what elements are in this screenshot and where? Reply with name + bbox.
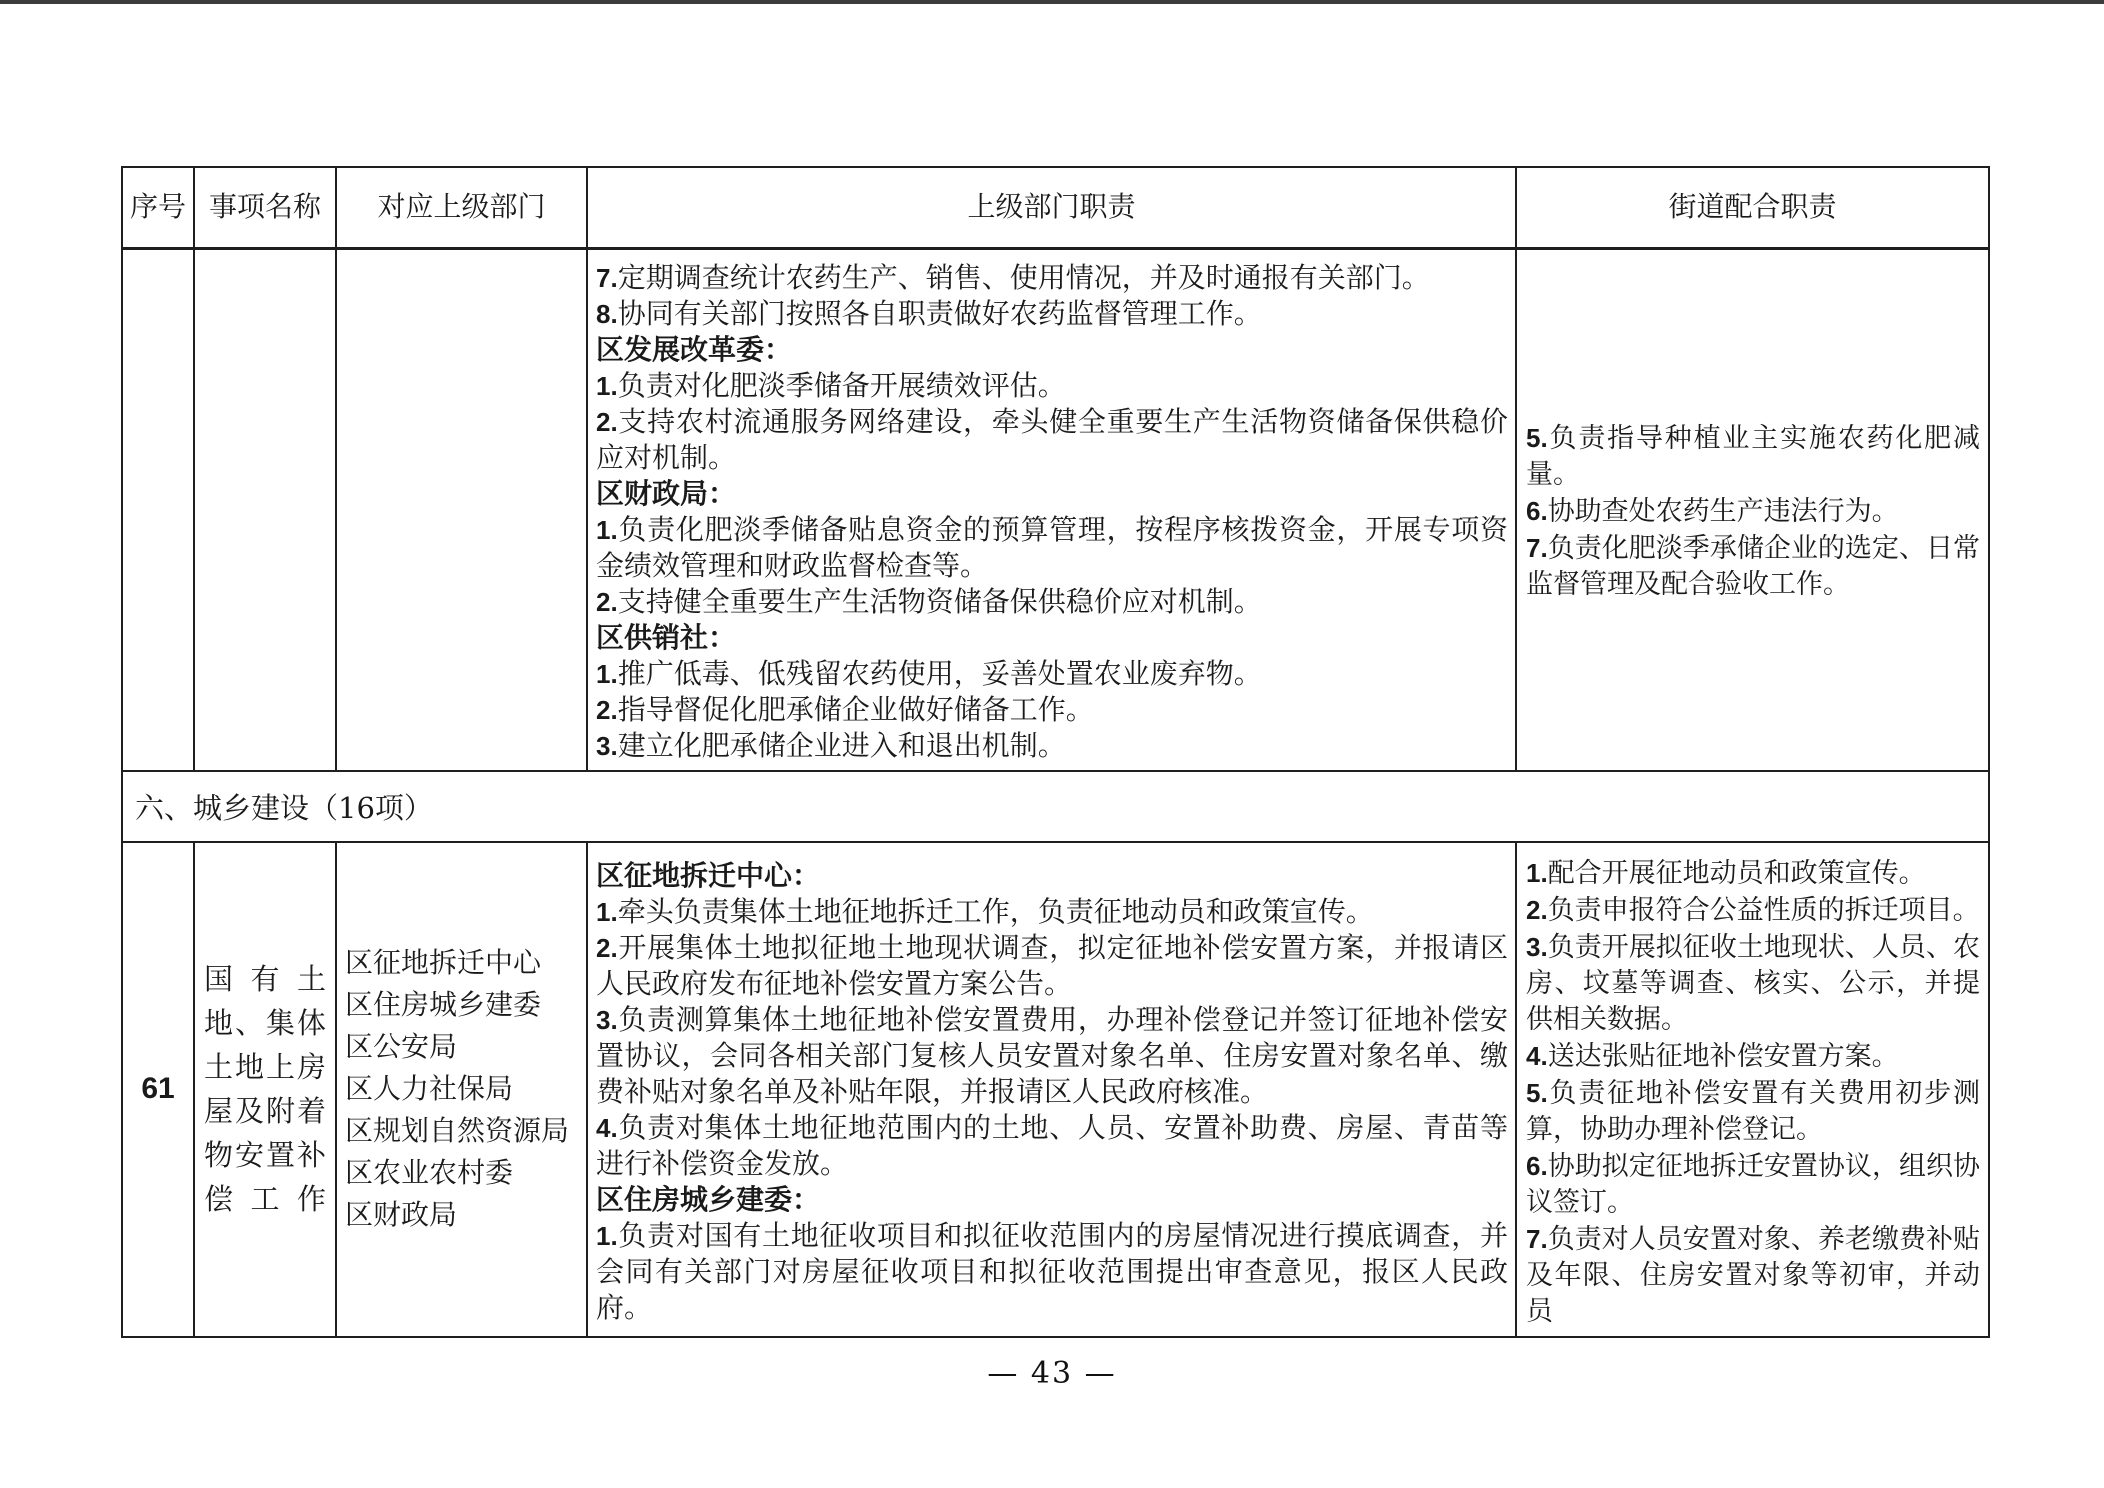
list-item-number: 1. [596,897,618,927]
department-heading-line: 区住房城乡建委： [596,1183,821,1216]
list-item-number: 1. [596,514,618,545]
list-item-number: 4. [1526,1040,1548,1071]
list-item-number: 7. [596,262,618,293]
column-header-item-name: 事项名称 [194,167,336,248]
department-heading-line: 区发展改革委： [596,332,793,366]
list-item-number: 2. [596,586,618,617]
duty-line: 5.负责指导种植业主实施农药化肥减量。 [1526,423,1980,490]
duty-line: 8.协同有关部门按照各自职责做好农药监督管理工作。 [596,296,1262,330]
list-item-number: 2. [596,694,618,725]
duty-line: 区住房城乡建委 [345,988,542,1021]
duty-line: 区规划自然资源局 [345,1114,570,1147]
duty-line: 2.负责申报符合公益性质的拆迁项目。 [1526,894,1980,926]
duty-assignment-table [121,166,1990,1338]
scan-artifact-top [0,0,2104,4]
duty-line: 2.指导督促化肥承储企业做好储备工作。 [596,692,1094,726]
cell-section [122,771,1989,842]
street-duties-list [1517,410,1988,609]
duty-line: 区人力社保局 [345,1072,514,1105]
list-item-number: 1. [1526,857,1548,888]
department-heading-line: 区财政局： [596,476,737,510]
list-item-number: 8. [596,298,618,329]
duty-line: 2.支持农村流通服务网络建设，牵头健全重要生产生活物资储备保供稳价应对机制。 [596,404,1508,474]
list-item-number: 1. [596,370,618,401]
list-item-number: 6. [1526,1150,1548,1181]
list-item-number: 2. [596,933,618,963]
duty-line: 4.负责对集体土地征地范围内的土地、人员、安置补助费、房屋、青苗等进行补偿资金发放。 [596,1111,1508,1180]
duty-line: 1.负责对国有土地征收项目和拟征收范围内的房屋情况进行摸底调查，并会同有关部门对房屋征收项目和拟征收范围提出审查意见，报区人民政府。 [596,1219,1508,1324]
cell-seq: 61 [122,842,194,1337]
table-row-continuation [122,248,1989,771]
list-item-number: 5. [1526,1077,1548,1108]
duty-line: 1.配合开展征地动员和政策宣传。 [1526,857,1926,889]
duty-line: 区农业农村委 [345,1156,514,1189]
list-item-number: 5. [1526,423,1548,453]
list-item-number: 4. [596,1113,618,1143]
list-item-number: 3. [1526,931,1548,962]
duty-line: 3.建立化肥承储企业进入和退出机制。 [596,728,1066,762]
list-item-number: 7. [1526,533,1548,563]
department-heading-line: 区供销社： [596,620,737,654]
list-item-number: 3. [596,730,618,761]
duty-line: 1.牵头负责集体土地征地拆迁工作，负责征地动员和政策宣传。 [596,895,1374,928]
duty-line: 2.开展集体土地拟征地土地现状调查，拟定征地补偿安置方案，并报请区人民政府发布征地补偿安置方案公告。 [596,931,1508,1000]
street-duties-list [1517,843,1988,1336]
cell-street-duties [1516,248,1989,771]
cell-street-duties [1516,842,1989,1337]
duty-line: 区征地拆迁中心 [345,946,542,979]
cell-departments-empty [336,248,587,771]
section-title: 六、城乡建设（16项） [135,790,433,825]
duty-line: 1.负责对化肥淡季储备开展绩效评估。 [596,368,1066,402]
cell-item-name-empty [194,248,336,771]
item-name-text: 国有土地、集体土地上房屋及附着物安置补偿工作 [204,962,326,1216]
duty-line: 7.定期调查统计农药生产、销售、使用情况，并及时通报有关部门。 [596,260,1430,294]
duty-line: 1.负责化肥淡季储备贴息资金的预算管理，按程序核拨资金，开展专项资金绩效管理和财政监督检查等。 [596,512,1508,582]
list-item-number: 2. [596,406,618,437]
cell-item-name [194,842,336,1337]
list-item-number: 2. [1526,894,1548,925]
department-heading-line: 区征地拆迁中心： [596,859,821,892]
list-item-number: 1. [596,658,618,689]
table-row-61 [122,842,1989,1337]
column-header-upper-duties: 上级部门职责 [587,167,1516,248]
cell-upper-duties [587,842,1516,1337]
column-header-seq: 序号 [122,167,194,248]
duty-line: 6.协助查处农药生产违法行为。 [1526,496,1899,527]
duty-line: 3.负责测算集体土地征地补偿安置费用，办理补偿登记并签订征地补偿安置协议，会同各相关部门复核人员安置对象名单、住房安置对象名单、缴费补贴对象名单及补贴年限，并报请区人民政府核准。 [596,1003,1508,1108]
list-item-number: 3. [596,1005,618,1035]
column-header-street-duties: 街道配合职责 [1516,167,1989,248]
table-header-row [122,167,1989,248]
list-item-number: 1. [596,1221,618,1251]
list-item-number: 7. [1526,1223,1548,1254]
duty-line: 5.负责征地补偿安置有关费用初步测算，协助办理补偿登记。 [1526,1077,1980,1145]
cell-upper-duties [587,248,1516,771]
table-section-row [122,771,1989,842]
cell-departments [336,842,587,1337]
duty-line: 3.负责开展拟征收土地现状、人员、农房、坟墓等调查、核实、公示，并提供相关数据。 [1526,931,1980,1035]
list-item-number: 6. [1526,496,1548,526]
page-number: — 43 — [987,1356,1117,1391]
duty-line: 2.支持健全重要生产生活物资储备保供稳价应对机制。 [596,584,1262,618]
duty-line: 区财政局 [345,1198,458,1231]
duty-line: 7.负责对人员安置对象、养老缴费补贴及年限、住房安置对象等初审，并动员 [1526,1223,1980,1327]
duty-line: 1.推广低毒、低残留农药使用，妥善处置农业废弃物。 [596,656,1262,690]
duty-line: 区公安局 [345,1030,458,1063]
departments-list [337,942,586,1236]
upper-duties-list [588,250,1515,770]
cell-seq-empty [122,248,194,771]
duty-line: 4.送达张贴征地补偿安置方案。 [1526,1040,1899,1072]
duty-line: 7.负责化肥淡季承储企业的选定、日常监督管理及配合验收工作。 [1526,533,1980,600]
duty-line: 6.协助拟定征地拆迁安置协议，组织协议签订。 [1526,1150,1980,1218]
column-header-upper-department: 对应上级部门 [336,167,587,248]
upper-duties-list [588,846,1515,1332]
